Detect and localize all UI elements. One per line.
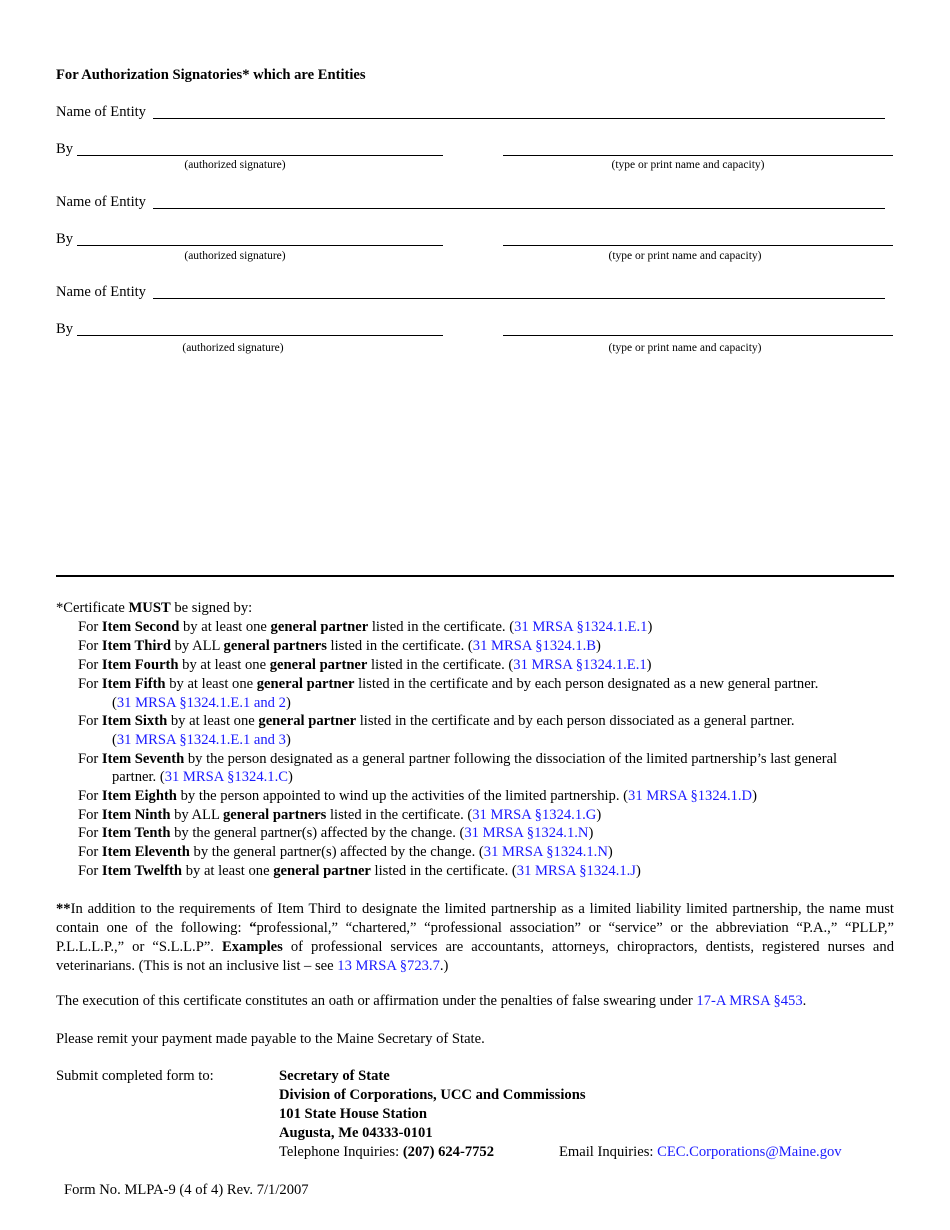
- by-label: By: [56, 231, 74, 247]
- name-caption: (type or print name and capacity): [611, 159, 765, 171]
- note-item-seventh: [78, 751, 837, 768]
- statute-link[interactable]: 31 MRSA §1324.1.N: [464, 825, 589, 841]
- note-text: by at least one: [178, 657, 270, 673]
- item-name: Item Twelfth: [101, 863, 183, 879]
- item-name: Item Eleventh: [101, 844, 190, 860]
- note-text: listed in the certificate. (: [367, 657, 514, 673]
- section-divider: [56, 575, 894, 577]
- certificate-must-note: [56, 600, 252, 617]
- general-partner: general partner: [269, 657, 368, 673]
- note-item-seventh-cont: [112, 769, 293, 786]
- note-item-fourth: [78, 657, 652, 674]
- note-text: listed in the certificate. (: [368, 619, 515, 635]
- entity-name-field[interactable]: [153, 298, 885, 299]
- note-item-sixth: [78, 713, 795, 730]
- oath-text: The execution of this certificate constitutes an oath or affirmation under the penalties of false swearing under: [56, 993, 697, 1009]
- statute-link[interactable]: 17-A MRSA §453: [696, 993, 803, 1009]
- intro-bold: MUST: [128, 600, 171, 616]
- note-item-sixth-cont: [112, 732, 291, 749]
- statute-link[interactable]: 31 MRSA §1324.1.G: [472, 807, 597, 823]
- by-label: By: [56, 321, 74, 337]
- note-text: by the person appointed to wind up the activities of the limited partnership. (: [176, 788, 629, 804]
- general-partner: general partners: [223, 638, 327, 654]
- item-name: Item Eighth: [101, 788, 177, 804]
- note-text: For: [78, 807, 102, 823]
- note-text: ): [596, 638, 601, 654]
- signature-caption: (authorized signature): [184, 250, 286, 262]
- statute-link[interactable]: 31 MRSA §1324.1.C: [164, 769, 288, 785]
- general-partner: general partner: [256, 676, 355, 692]
- note-text: For: [78, 619, 102, 635]
- note-text: professional,” “chartered,” “professional association” or “service” or the abbreviation “P.A.,” “PLLP,” P.L.L.L.P.,” or “S.L.L.P”.: [56, 920, 895, 955]
- note-item-third: [78, 638, 601, 655]
- open-quote: “: [249, 920, 257, 936]
- note-item-tenth: [78, 825, 593, 842]
- entity-name-field[interactable]: [153, 208, 885, 209]
- note-text: For: [78, 713, 102, 729]
- printed-name-field[interactable]: [503, 335, 893, 336]
- note-text: ): [285, 695, 291, 711]
- email-label: Email Inquiries:: [559, 1144, 658, 1160]
- statute-link[interactable]: 13 MRSA §723.7: [337, 958, 440, 974]
- note-text: listed in the certificate and by each person designated as a new general partner.: [354, 676, 819, 692]
- note-text: ): [636, 863, 641, 879]
- note-text: by at least one: [182, 863, 274, 879]
- submit-label: Submit completed form to:: [56, 1068, 214, 1084]
- statute-link[interactable]: 31 MRSA §1324.1.N: [483, 844, 608, 860]
- statute-link[interactable]: 31 MRSA §1324.1.E.1: [513, 657, 647, 673]
- note-text: by ALL: [170, 807, 223, 823]
- note-text: .): [439, 958, 449, 974]
- note-text: For: [78, 825, 102, 841]
- note-text: of professional services are accountants, attorneys, chiropractors, dentists, registered nurses and veterinarians. (This is not an inclusive list – see: [56, 939, 894, 974]
- note-text: For: [78, 844, 102, 860]
- note-text: ): [287, 769, 293, 785]
- printed-name-field[interactable]: [503, 155, 893, 156]
- note-item-fifth-cont: [112, 695, 291, 712]
- telephone-inquiries: [279, 1144, 494, 1161]
- address-line-4: Augusta, Me 04333-0101: [279, 1125, 433, 1141]
- name-caption: (type or print name and capacity): [608, 342, 762, 354]
- note-item-eighth: [78, 788, 757, 805]
- note-item-eleventh: [78, 844, 613, 861]
- note-text: For: [78, 863, 102, 879]
- general-partner: general partners: [223, 807, 327, 823]
- note-text: by the general partner(s) affected by the change. (: [189, 844, 484, 860]
- form-footer: Form No. MLPA-9 (4 of 4) Rev. 7/1/2007: [64, 1182, 309, 1198]
- note-item-ninth: [78, 807, 601, 824]
- note-text: listed in the certificate. (: [370, 863, 517, 879]
- note-text: (: [112, 732, 117, 748]
- llp-note: [56, 900, 894, 976]
- note-text: ): [752, 788, 757, 804]
- note-text: by at least one: [179, 619, 271, 635]
- note-text: by ALL: [170, 638, 224, 654]
- item-name: Item Tenth: [101, 825, 171, 841]
- note-text: by at least one: [165, 676, 257, 692]
- printed-name-field[interactable]: [503, 245, 893, 246]
- note-text: ): [647, 619, 653, 635]
- item-name: Item Second: [101, 619, 180, 635]
- note-text: by at least one: [167, 713, 259, 729]
- note-text: For: [78, 638, 102, 654]
- item-name: Item Sixth: [101, 713, 168, 729]
- examples-label: Examples: [222, 939, 283, 955]
- statute-link[interactable]: 31 MRSA §1324.1.E.1 and 2: [116, 695, 286, 711]
- note-text: For: [78, 751, 102, 767]
- statute-link[interactable]: 31 MRSA §1324.1.E.1 and 3: [116, 732, 286, 748]
- payment-instructions: Please remit your payment made payable to the Maine Secretary of State.: [56, 1031, 485, 1047]
- note-text: For: [78, 657, 102, 673]
- by-label: By: [56, 141, 74, 157]
- statute-link[interactable]: 31 MRSA §1324.1.J: [516, 863, 636, 879]
- authorized-signature-field[interactable]: [77, 245, 443, 246]
- entity-label: Name of Entity: [56, 284, 146, 300]
- authorized-signature-field[interactable]: [77, 335, 443, 336]
- address-line-1: Secretary of State: [279, 1068, 390, 1084]
- authorized-signature-field[interactable]: [77, 155, 443, 156]
- signature-caption: (authorized signature): [184, 159, 286, 171]
- note-text: ): [285, 732, 291, 748]
- note-text: listed in the certificate. (: [326, 807, 473, 823]
- general-partner: general partner: [258, 713, 357, 729]
- general-partner: general partner: [273, 863, 371, 879]
- item-name: Item Fourth: [101, 657, 179, 673]
- note-text: partner. (: [112, 769, 165, 785]
- name-caption: (type or print name and capacity): [608, 250, 762, 262]
- note-text: ): [607, 844, 613, 860]
- note-text: ): [588, 825, 594, 841]
- note-item-twelfth: [78, 863, 641, 880]
- note-text: In addition to the requirements of Item Third to designate the limited partnership as a limited liability limited partnership, the name must contain one of the following:: [56, 901, 894, 936]
- note-text: For: [78, 788, 102, 804]
- phone-number: (207) 624-7752: [402, 1144, 495, 1160]
- note-item-fifth: [78, 676, 818, 693]
- note-item-second: [78, 619, 652, 636]
- statute-link[interactable]: 31 MRSA §1324.1.B: [472, 638, 597, 654]
- oath-end: .: [802, 993, 807, 1009]
- item-name: Item Seventh: [101, 751, 185, 767]
- note-text: listed in the certificate. (: [326, 638, 473, 654]
- entity-label: Name of Entity: [56, 104, 146, 120]
- intro-suffix: be signed by:: [170, 600, 253, 616]
- address-line-2: Division of Corporations, UCC and Commissions: [279, 1087, 586, 1103]
- email-link[interactable]: CEC.Corporations@Maine.gov: [657, 1144, 842, 1160]
- entity-label: Name of Entity: [56, 194, 146, 210]
- double-asterisk: **: [56, 901, 71, 917]
- statute-link[interactable]: 31 MRSA §1324.1.D: [628, 788, 753, 804]
- note-text: ): [646, 657, 652, 673]
- note-text: (: [112, 695, 117, 711]
- address-line-3: 101 State House Station: [279, 1106, 427, 1122]
- intro-prefix: *Certificate: [56, 600, 129, 616]
- item-name: Item Fifth: [101, 676, 166, 692]
- note-text: by the person designated as a general partner following the dissociation of the limited partnership’s last general: [184, 751, 838, 767]
- note-text: ): [596, 807, 602, 823]
- note-text: For: [78, 676, 102, 692]
- note-text: by the general partner(s) affected by the change. (: [170, 825, 465, 841]
- section-title: For Authorization Signatories* which are Entities: [56, 67, 366, 83]
- item-name: Item Ninth: [101, 807, 171, 823]
- signature-caption: (authorized signature): [182, 342, 284, 354]
- note-text: listed in the certificate and by each person dissociated as a general partner.: [356, 713, 795, 729]
- entity-name-field[interactable]: [153, 118, 885, 119]
- item-name: Item Third: [101, 638, 171, 654]
- oath-statement: [56, 993, 806, 1010]
- phone-label: Telephone Inquiries:: [279, 1144, 403, 1160]
- general-partner: general partner: [270, 619, 369, 635]
- statute-link[interactable]: 31 MRSA §1324.1.E.1: [514, 619, 648, 635]
- email-inquiries: [559, 1144, 842, 1161]
